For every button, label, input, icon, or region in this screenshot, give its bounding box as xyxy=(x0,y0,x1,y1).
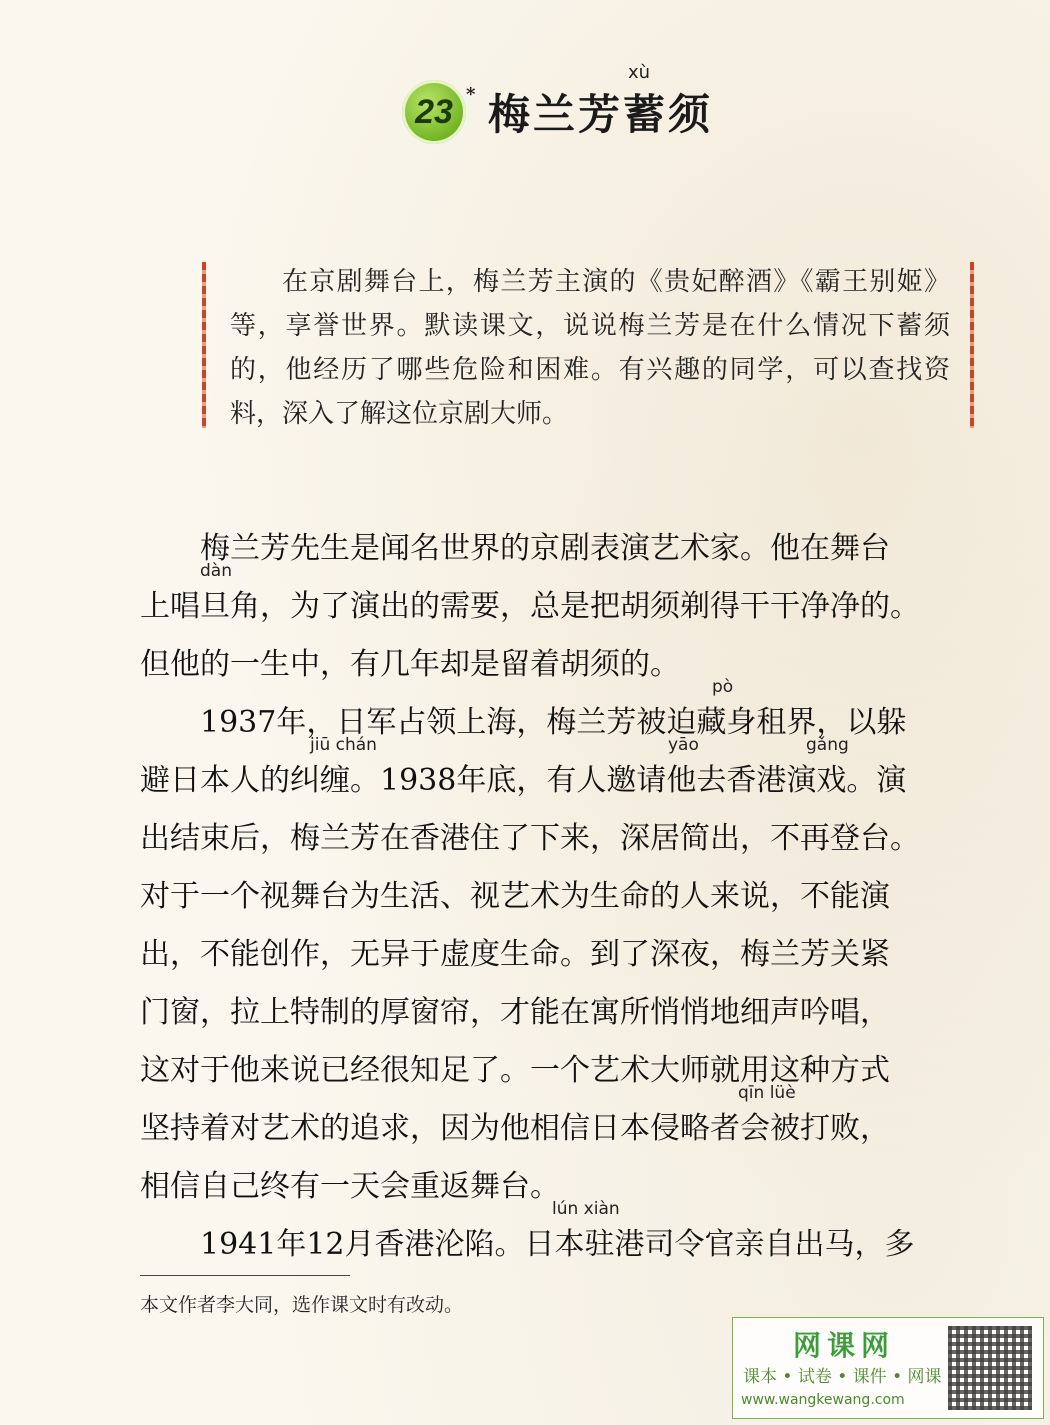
body-line xyxy=(140,735,978,810)
body-line-text: 对于一个视舞台为生活、视艺术为生命的人来说，不能演 xyxy=(140,879,890,914)
self-study-star: * xyxy=(466,84,476,105)
body-line-text: 但他的一生中，有几年却是留着胡须的。 xyxy=(140,647,680,682)
body-line xyxy=(140,810,978,868)
body-line xyxy=(140,520,978,581)
body-line-text: 上唱旦角，为了演出的需要，总是把胡须剃得干干净净的。 xyxy=(140,589,920,624)
body-line xyxy=(140,868,978,926)
body-line-text: 避日本人的纠缠。1938年底，有人邀请他去香港演戏。演 xyxy=(140,763,907,798)
pinyin-qinlue: qīn lüè xyxy=(738,1083,796,1103)
footnote-rule xyxy=(140,1275,350,1276)
pinyin-dan: dàn xyxy=(200,561,232,581)
lesson-number-badge xyxy=(402,80,466,144)
watermark xyxy=(732,1317,1044,1419)
body-line-text: 相信自己终有一天会重返舞台。 xyxy=(140,1169,560,1204)
pinyin-lunxian: lún xiàn xyxy=(552,1199,620,1219)
body-line-text: 坚持着对艺术的追求，因为他相信日本侵略者会被打败， xyxy=(140,1111,890,1146)
body-line xyxy=(140,984,978,1042)
body-line-text: 出结束后，梅兰芳在香港住了下来，深居简出，不再登台。 xyxy=(140,821,920,856)
body-line xyxy=(140,926,978,984)
body-line xyxy=(140,636,978,697)
body-line xyxy=(140,561,978,636)
pinyin-gang: gǎng xyxy=(806,735,849,755)
body-line-text: 门窗，拉上特制的厚窗帘，才能在寓所悄悄地细声吟唱， xyxy=(140,995,890,1030)
title-pinyin: xù xyxy=(628,62,651,83)
body-line xyxy=(140,1083,978,1158)
pinyin-jiuchan: jiū chán xyxy=(310,735,377,755)
body-line xyxy=(140,677,978,755)
lesson-number: 23 xyxy=(415,92,453,131)
prompt-left-bar xyxy=(202,262,206,428)
prompt-right-bar xyxy=(970,262,974,428)
body-line-text: 出，不能创作，无异于虚度生命。到了深夜，梅兰芳关紧 xyxy=(140,937,890,972)
watermark-title: 网课网 xyxy=(793,1329,896,1362)
reading-prompt-text: 在京剧舞台上，梅兰芳主演的《贵妃醉酒》《霸王别姬》等，享誉世界。默读课文，说说梅兰芳是在什么情况下蓄须的，他经历了哪些危险和困难。有兴趣的同学，可以查找资料，深入了解这位京剧大师。 xyxy=(230,267,950,429)
body-line-text: 1937年，日军占领上海，梅兰芳被迫藏身租界，以躲 xyxy=(200,705,907,740)
watermark-url: www.wangkewang.com xyxy=(741,1392,905,1408)
lesson-body xyxy=(140,520,978,1274)
body-line xyxy=(140,1199,978,1274)
body-line-text: 梅兰芳先生是闻名世界的京剧表演艺术家。他在舞台 xyxy=(200,531,890,566)
body-line-text: 这对于他来说已经很知足了。一个艺术大师就用这种方式 xyxy=(140,1053,890,1088)
footnote: 本文作者李大同，选作课文时有改动。 xyxy=(140,1294,464,1316)
body-line-text: 1941年12月香港沦陷。日本驻港司令官亲自出马，多 xyxy=(200,1227,915,1262)
body-line xyxy=(140,1042,978,1103)
watermark-tags: 课本 • 试卷 • 课件 • 网课 xyxy=(743,1367,942,1387)
pinyin-po: pò xyxy=(712,677,734,697)
reading-prompt-box xyxy=(198,258,978,430)
lesson-title: 梅兰芳蓄须 xyxy=(488,90,714,139)
qr-code-icon xyxy=(948,1326,1032,1410)
pinyin-yao: yāo xyxy=(668,735,699,755)
